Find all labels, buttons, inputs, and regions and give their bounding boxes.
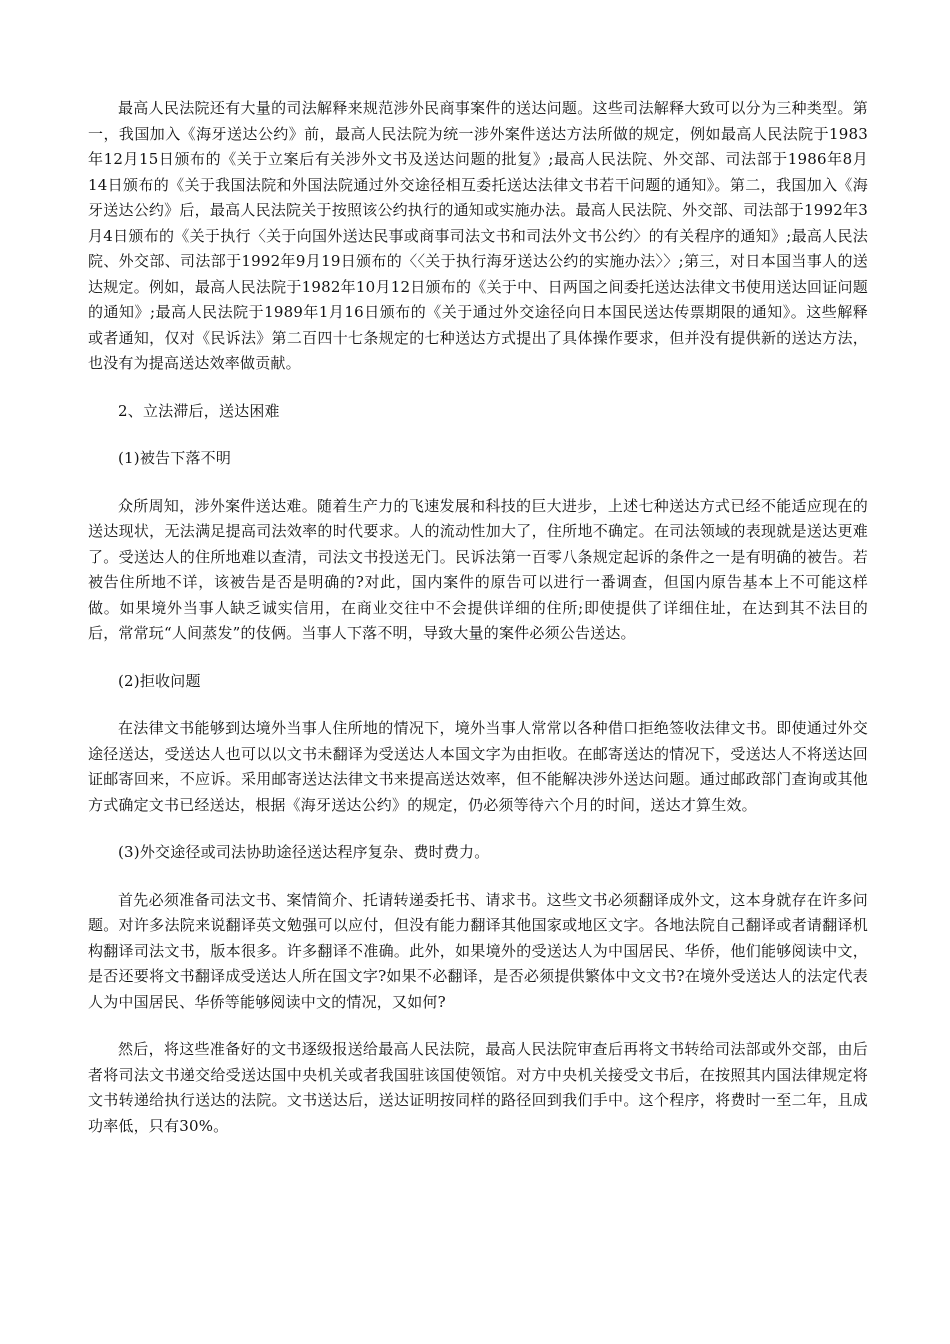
paragraph-defendant-whereabouts: 众所周知，涉外案件送达难。随着生产力的飞速发展和科技的巨大进步，上述七种送达方式已经不能适应现在的送达现状，无法满足提高司法效率的时代要求。人的流动性加大了，住所地不确定。在司法领域的表现就是送达更难了。受送达人的住所地难以查清，司法文书投送无门。民诉法第一百零八条规定起诉的条件之一是有明确的被告。若被告住所地不详，该被告是否是明确的?对此，国内案件的原告可以进行一番调查，但国内原告基本上不可能这样做。如果境外当事人缺乏诚实信用，在商业交往中不会提供详细的住所;即使提供了详细住址，在达到其不法目的后，常常玩“人间蒸发”的伎俩。当事人下落不明，导致大量的案件必须公告送达。 — [88, 496, 868, 642]
section-heading-legislation-lag: 2、立法滞后，送达困难 — [118, 401, 280, 420]
document-page — [88, 96, 868, 1139]
paragraph-refusal: 在法律文书能够到达境外当事人住所地的情况下，境外当事人常常以各种借口拒绝签收法律文书。即使通过外交途径送达，受送达人也可以以文书未翻译为受送达人本国文字为由拒收。在邮寄送达的情况下，受送达人不将送达回证邮寄回来，不应诉。采用邮寄送达法律文书来提高送达效率，但不能解决涉外送达问题。通过邮政部门查询或其他方式确定文书已经送达，根据《海牙送达公约》的规定，仍必须等待六个月的时间，送达才算生效。 — [88, 719, 868, 814]
spacer — [88, 377, 868, 399]
subheading-refusal: (2)拒收问题 — [118, 671, 201, 690]
spacer — [88, 647, 868, 669]
spacer — [88, 694, 868, 716]
spacer — [88, 818, 868, 840]
paragraph-transmission-procedure: 然后，将这些准备好的文书逐级报送给最高人民法院，最高人民法院审查后再将文书转给司法部或外交部，由后者将司法文书递交给受送达国中央机关或者我国驻该国使领馆。对方中央机关接受文书后，在按照其内国法律规定将文书转递给执行送达的法院。文书送达后，送达证明按同样的路径回到我们手中。这个程序，将费时一至二年，且成功率低，只有30%。 — [88, 1040, 868, 1135]
spacer — [88, 866, 868, 888]
paragraph-judicial-interpretations: 最高人民法院还有大量的司法解释来规范涉外民商事案件的送达问题。这些司法解释大致可以分为三种类型。第一，我国加入《海牙送达公约》前，最高人民法院为统一涉外案件送达方法所做的规定，例如最高人民法院于1983年12月15日颁布的《关于立案后有关涉外文书及送达问题的批复》;最高人民法院、外交部、司法部于1986年8月14日颁布的《关于我国法院和外国法院通过外交途径相互委托送达法律文书若干问题的通知》。第二，我国加入《海牙送达公约》后，最高人民法院关于按照该公约执行的通知或实施办法。最高人民法院、外交部、司法部于1992年3月4日颁布的《关于执行〈关于向国外送达民事或商事司法文书和司法外文书公约〉的有关程序的通知》;最高人民法院、外交部、司法部于1992年9月19日颁布的〈〈关于执行海牙送达公约的实施办法〉〉;第三，对日本国当事人的送达规定。例如，最高人民法院于1982年10月12日颁布的《关于中、日两国之间委托送达法律文书使用送达回证问题的通知》;最高人民法院于1989年1月16日颁布的《关于通过外交途径向日本国民送达传票期限的通知》。这些解释或者通知，仅对《民诉法》第二百四十七条规定的七种送达方式提出了具体操作要求，但并没有提供新的送达方法，也没有为提高送达效率做贡献。 — [88, 99, 868, 372]
subheading-defendant-whereabouts: (1)被告下落不明 — [118, 449, 232, 467]
spacer — [88, 1015, 868, 1037]
spacer — [88, 472, 868, 494]
spacer — [88, 424, 868, 446]
subheading-diplomatic-channel: (3)外交途径或司法协助途径送达程序复杂、费时费力。 — [118, 843, 490, 861]
paragraph-document-preparation: 首先必须准备司法文书、案情简介、托请转递委托书、请求书。这些文书必须翻译成外文，这本身就存在许多问题。对许多法院来说翻译英文勉强可以应付，但没有能力翻译其他国家或地区文字。各地法院自己翻译或者请翻译机构翻译司法文书，版本很多。许多翻译不准确。此外，如果境外的受送达人为中国居民、华侨，他们能够阅读中文，是否还要将文书翻译成受送达人所在国文字?如果不必翻译，是否必须提供繁体中文文书?在境外受送达人的法定代表人为中国居民、华侨等能够阅读中文的情况，又如何? — [88, 890, 868, 1011]
